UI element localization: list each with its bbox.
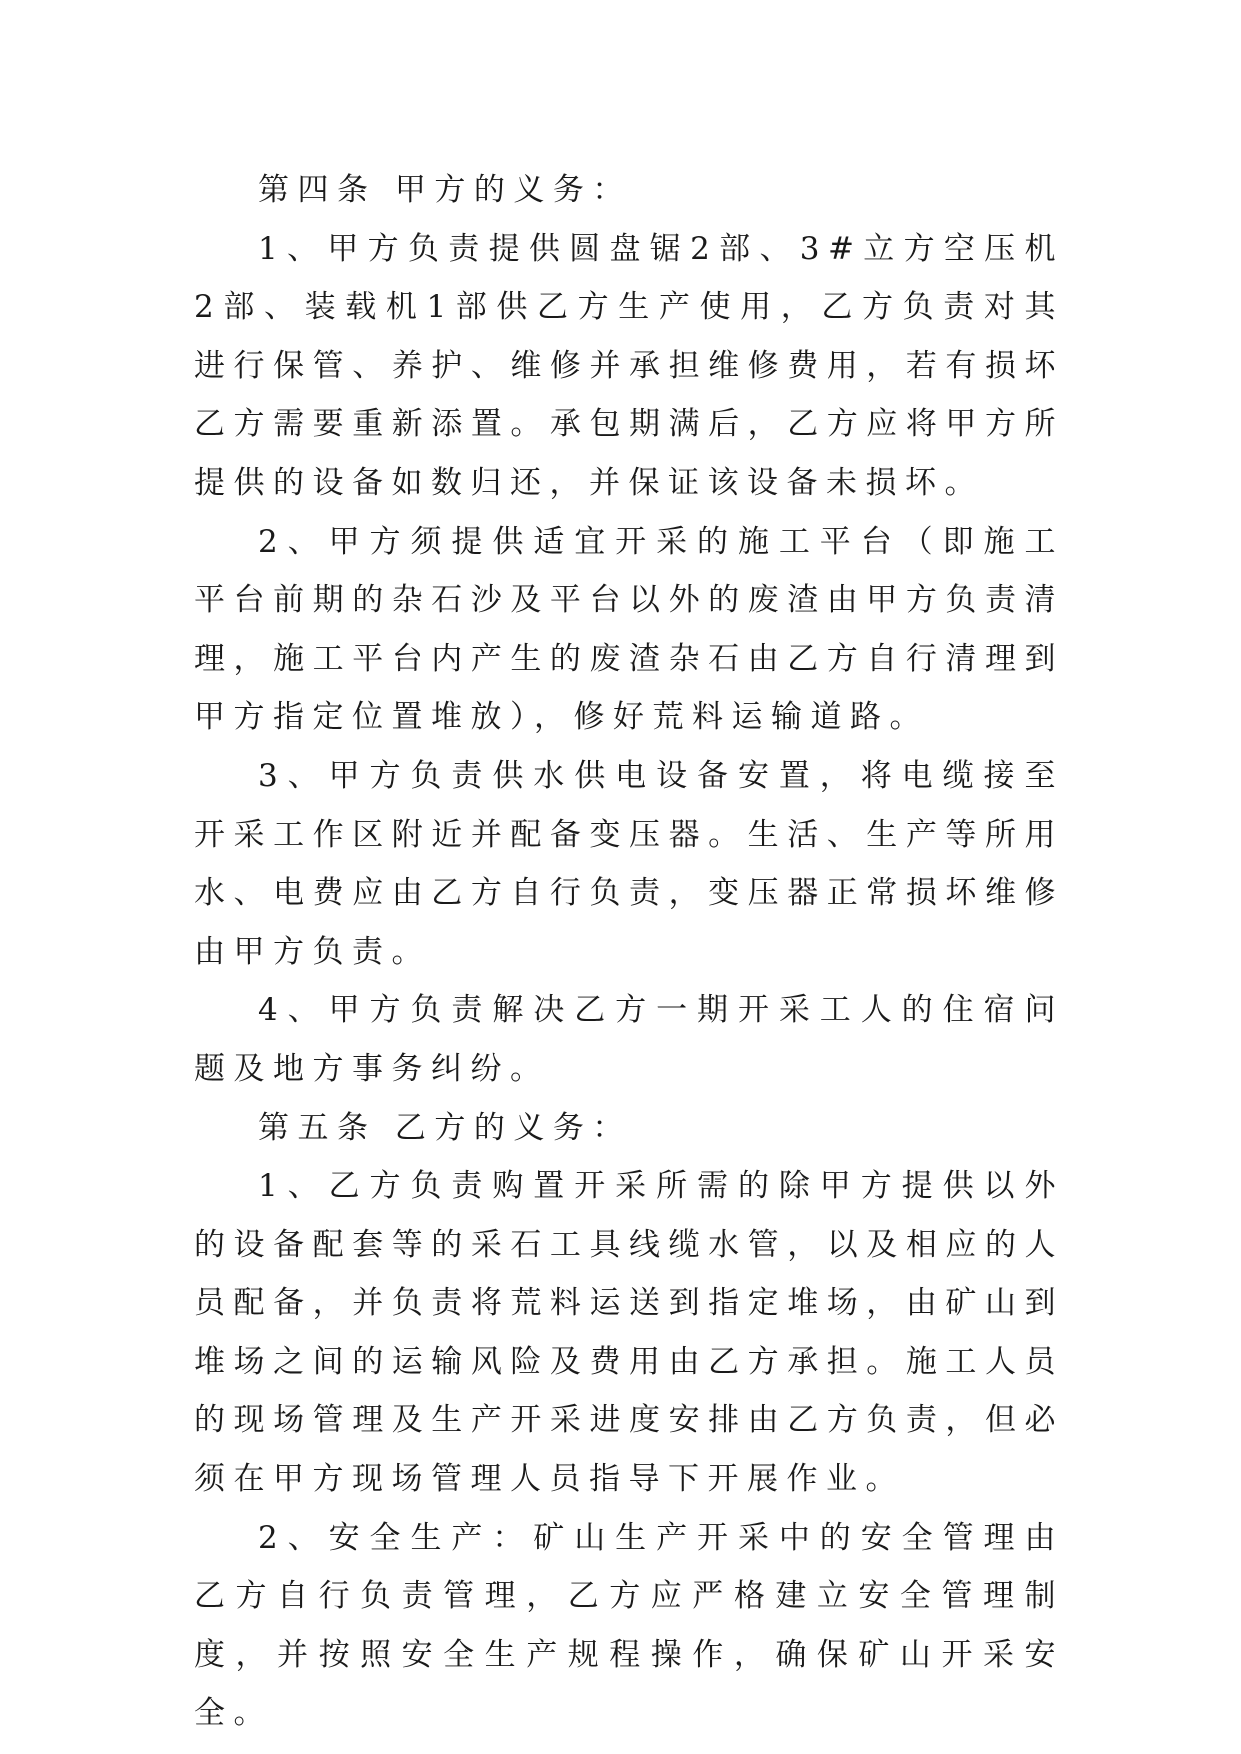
article-5-heading: 第五条 乙方的义务： [258, 1109, 632, 1146]
article-5-clause-2: 2、安全生产：矿山生产开采中的安全管理由乙方自行负责管理，乙方应严格建立安全管理制度，并按照安全生产规程操作，确保矿山开采安全。 [194, 1519, 1064, 1732]
document-body [194, 161, 1064, 1743]
article-4-clause-4: 4、甲方负责解决乙方一期开采工人的住宿问题及地方事务纠纷。 [194, 992, 1064, 1087]
article-4-clause-3: 3、甲方负责供水供电设备安置，将电缆接至开采工作区附近并配备变压器。生活、生产等所用水、电费应由乙方自行负责，变压器正常损坏维修由甲方负责。 [194, 757, 1064, 970]
article-4-heading: 第四条 甲方的义务： [258, 172, 632, 208]
article-4-clause-1: 1、甲方负责提供圆盘锯2部、3#立方空压机2部、装载机1部供乙方生产使用，乙方负责对其进行保管、养护、维修并承担维修费用，若有损坏乙方需要重新添置。承包期满后，乙方应将甲方所提供的设备如数归还，并保证该设备未损坏。 [194, 230, 1064, 501]
article-4-clause-2: 2、甲方须提供适宜开采的施工平台（即施工平台前期的杂石沙及平台以外的废渣由甲方负责清理，施工平台内产生的废渣杂石由乙方自行清理到甲方指定位置堆放），修好荒料运输道路。 [194, 523, 1064, 736]
article-5-clause-1: 1、乙方负责购置开采所需的除甲方提供以外的设备配套等的采石工具线缆水管，以及相应的人员配备，并负责将荒料运送到指定堆场，由矿山到堆场之间的运输风险及费用由乙方承担。施工人员的现场管理及生产开采进度安排由乙方负责，但必须在甲方现场管理人员指导下开展作业。 [194, 1168, 1064, 1498]
